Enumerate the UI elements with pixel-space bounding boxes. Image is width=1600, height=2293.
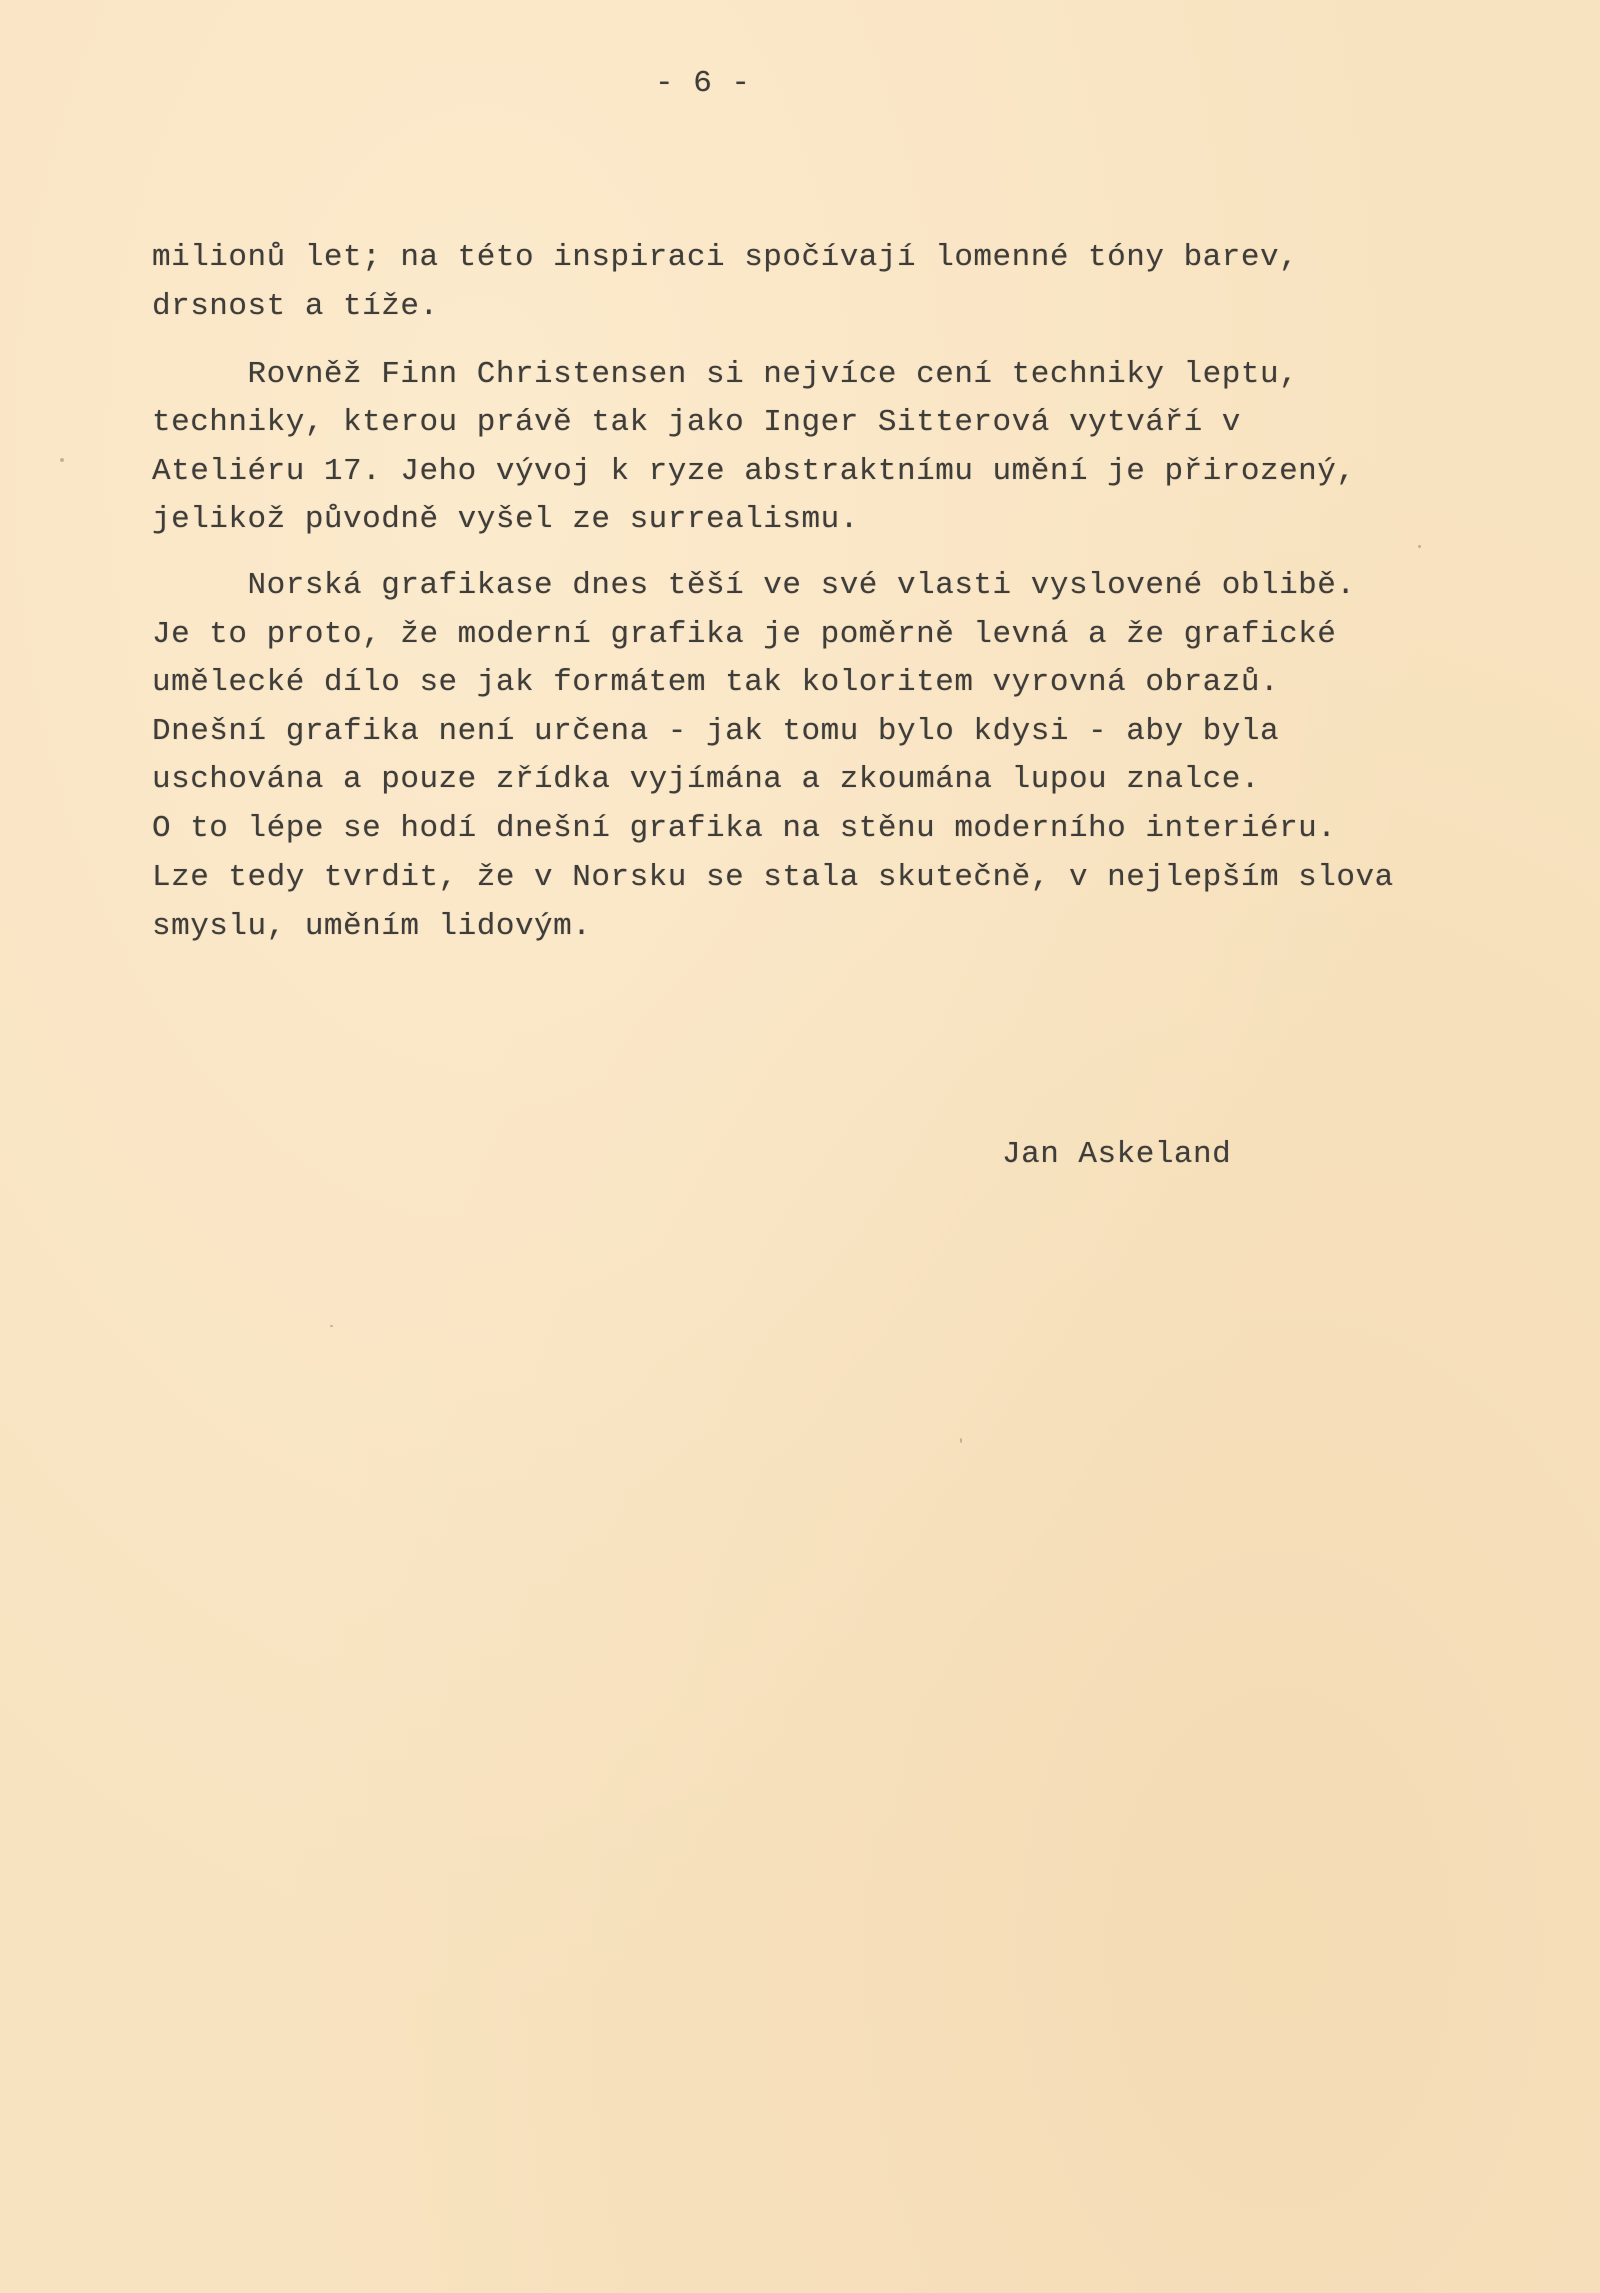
text-line: O to lépe se hodí dnešní grafika na stěnu moderního interiéru.: [152, 811, 1337, 846]
paper-speck: [60, 458, 64, 462]
text-line: drsnost a tíže.: [152, 289, 439, 324]
text-line: jelikož původně vyšel ze surrealismu.: [152, 502, 859, 537]
text-line: Rovněž Finn Christensen si nejvíce cení techniky leptu,: [152, 357, 1299, 392]
text-line: techniky, kterou právě tak jako Inger Sitterová vytváří v: [152, 405, 1241, 440]
text-line: Norská grafikase dnes těší ve své vlasti vyslovené oblibě.: [152, 568, 1356, 603]
text-line: uschována a pouze zřídka vyjímána a zkoumána lupou znalce.: [152, 762, 1260, 797]
page-number: - 6 -: [655, 66, 751, 101]
paper-speck: [330, 1325, 333, 1327]
text-line: Ateliéru 17. Jeho vývoj k ryze abstraktnímu umění je přirozený,: [152, 454, 1356, 489]
text-line: Lze tedy tvrdit, že v Norsku se stala skutečně, v nejlepším slova: [152, 860, 1394, 895]
text-line: Dnešní grafika není určena - jak tomu bylo kdysi - aby byla: [152, 714, 1280, 749]
paper-speck: [1418, 545, 1421, 548]
text-line: Je to proto, že moderní grafika je poměrně levná a že grafické: [152, 617, 1337, 652]
signature: Jan Askeland: [1002, 1137, 1232, 1172]
paper-speck: [960, 1438, 962, 1443]
text-line: smyslu, uměním lidovým.: [152, 909, 592, 944]
text-line: milionů let; na této inspiraci spočívají lomenné tóny barev,: [152, 240, 1299, 275]
text-line: umělecké dílo se jak formátem tak koloritem vyrovná obrazů.: [152, 665, 1280, 700]
